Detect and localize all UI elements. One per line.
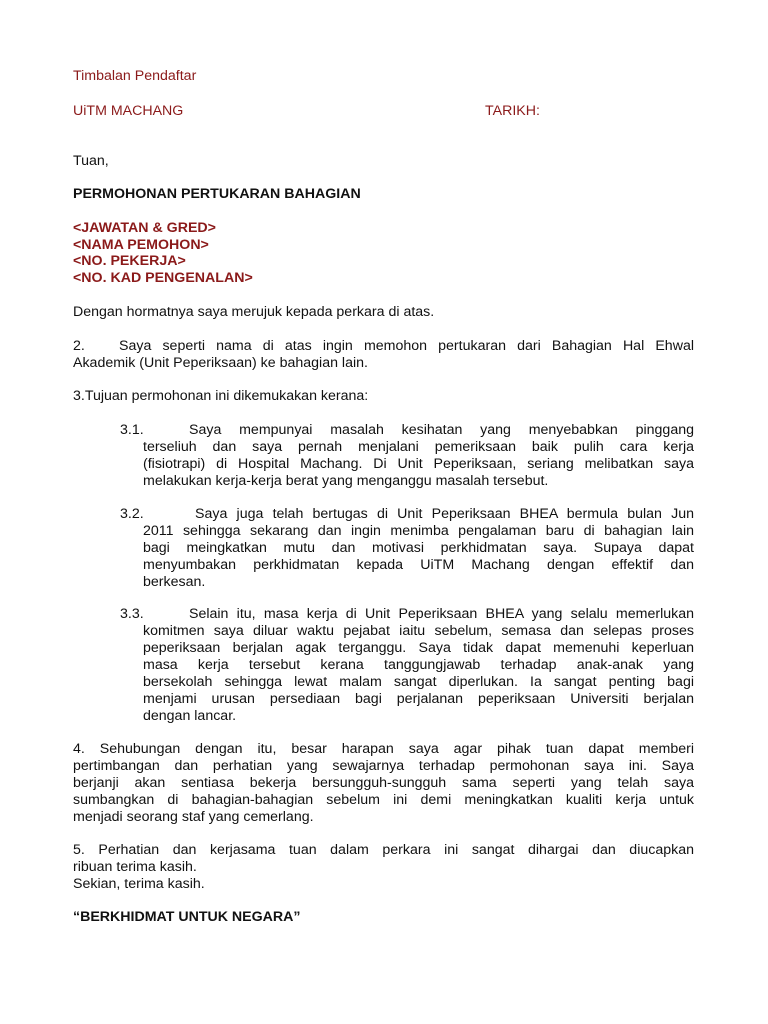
sub33-body [143, 623, 694, 725]
placeholder-position-grade: <JAWATAN & GRED> [73, 220, 216, 236]
sub33-line: peperiksaan berjalan agak terganggu. Saya tidak dapat memenuhi keperluan [143, 640, 694, 656]
sub33-line: Selain itu, masa kerja di Unit Peperiksaan BHEA yang selalu memerlukan [189, 606, 694, 622]
placeholder-applicant-name: <NAMA PEMOHON> [73, 237, 209, 253]
sub32-line: menyumbakan perkhidmatan kepada UiTM Machang dengan effektif dan [143, 557, 694, 573]
placeholder-staff-number: <NO. PEKERJA> [73, 253, 186, 269]
sub31-line: (fisiotrapi) di Hospital Machang. Di Unit Peperiksaan, seriang melibatkan saya [143, 456, 694, 472]
sub33-line: menjami urusan persediaan bagi perjalanan peperiksaan Universiti berjalan [143, 691, 694, 707]
sub32-number: 3.2. [120, 506, 144, 522]
para3-intro: 3.Tujuan permohonan ini dikemukakan kerana: [73, 388, 369, 404]
para4 [73, 741, 694, 826]
para4-line: menjadi seorang staf yang cemerlang. [73, 809, 314, 825]
sub32-first [195, 506, 694, 523]
para2-line: Saya seperti nama di atas ingin memohon pertukaran dari Bahagian Hal Ehwal [119, 338, 694, 354]
sub32-line: berkesan. [143, 574, 206, 590]
sub31-body [143, 439, 694, 490]
sub33-number: 3.3. [120, 606, 144, 622]
placeholder-ic-number: <NO. KAD PENGENALAN> [73, 270, 253, 286]
closing-line: Sekian, terima kasih. [73, 876, 205, 892]
sub33-line: dengan lancar. [143, 708, 237, 724]
sub32-line: bagi meingkatkan mutu dan motivasi perkhidmatan saya. Supaya dapat [143, 540, 694, 556]
salutation: Tuan, [73, 153, 109, 169]
para2-first-line [119, 338, 694, 355]
para4-line: sumbangkan di bahagian-bahagian sebelum ini demi meningkatkan kualiti kerja untuk [73, 792, 694, 808]
sub31-line: melakukan kerja-kerja berat yang menganggu masalah tersebut. [143, 473, 549, 489]
sub32-line: 2011 sehingga sekarang dan ingin menimba pengalaman baru di bahagian lain [143, 523, 694, 539]
para5 [73, 842, 694, 876]
para4-line: berjanji akan sentiasa bekerja bersungguh-sungguh sama seperti yang telah saya [73, 775, 694, 791]
opening-sentence: Dengan hormatnya saya merujuk kepada perkara di atas. [73, 304, 435, 320]
motto: “BERKHIDMAT UNTUK NEGARA” [73, 909, 301, 925]
sub33-line: bersekolah sehingga lewat malam sangat diperlukan. Ia sangat penting bagi [143, 674, 694, 690]
recipient-title: Timbalan Pendaftar [73, 68, 197, 84]
para4-line: pertimbangan dan perhatian yang sewajarnya terhadap permohonan saya ini. Saya [73, 758, 694, 774]
sub31-number: 3.1. [120, 422, 144, 438]
para5-line: 5. Perhatian dan kerjasama tuan dalam perkara ini sangat dihargai dan diucapkan [73, 842, 694, 858]
date-label: TARIKH: [485, 103, 540, 119]
para2-number: 2. [73, 338, 85, 354]
sub33-line: masa kerja tersebut kerana tanggungjawab terhadap anak-anak yang [143, 657, 694, 673]
recipient-org: UiTM MACHANG [73, 103, 184, 119]
para2-second-line: Akademik (Unit Peperiksaan) ke bahagian lain. [73, 355, 368, 371]
para4-line: 4. Sehubungan dengan itu, besar harapan saya agar pihak tuan dapat memberi [73, 741, 694, 757]
sub32-line: Saya juga telah bertugas di Unit Peperiksaan BHEA bermula bulan Jun [195, 506, 694, 522]
sub33-line: komitmen saya diluar waktu pejabat iaitu sebelum, semasa dan selepas proses [143, 623, 694, 639]
sub33-first [189, 606, 694, 623]
para5-line: ribuan terima kasih. [73, 859, 197, 875]
sub31-first [189, 422, 694, 439]
sub31-line: Saya mempunyai masalah kesihatan yang menyebabkan pinggang [189, 422, 694, 438]
sub31-line: terseliuh dan saya pernah menjalani pemeriksaan baik pulih cara kerja [143, 439, 694, 455]
sub32-body [143, 523, 694, 591]
subject-heading: PERMOHONAN PERTUKARAN BAHAGIAN [73, 186, 361, 202]
